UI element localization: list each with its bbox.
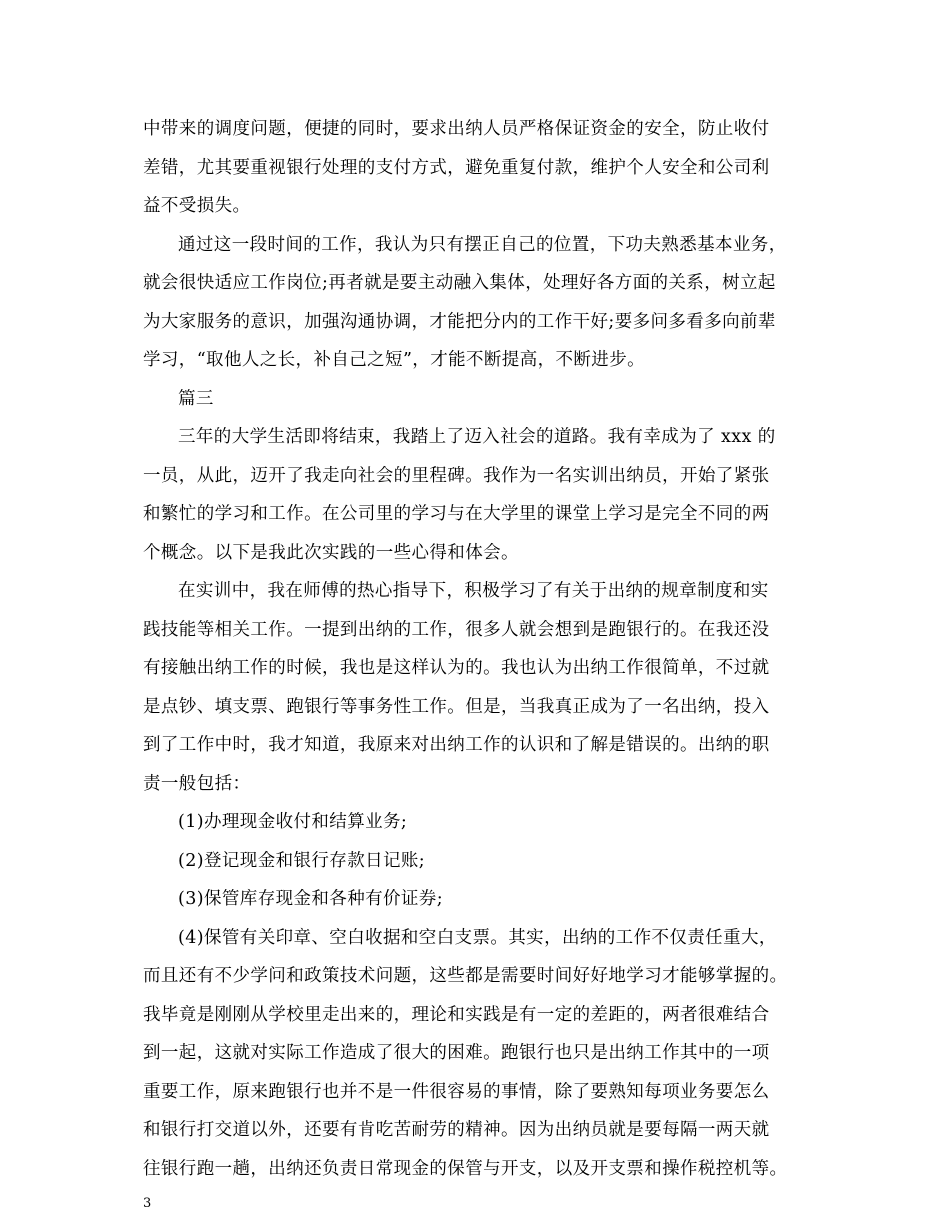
text-line: 为大家服务的意识，加强沟通协调，才能把分内的工作干好;要多问多看多向前辈 [143,312,776,332]
text-line: 个概念。以下是我此次实践的一些心得和体会。 [143,543,519,563]
text-line: 往银行跑一趟，出纳还负责日常现金的保管与开支，以及开支票和操作税控机等。 [143,1159,788,1179]
text-line: 有接触出纳工作的时候，我也是这样认为的。我也认为出纳工作很简单，不过就 [143,658,770,678]
text-line: 是点钞、填支票、跑银行等事务性工作。但是，当我真正成为了一名出纳，投入 [143,697,770,717]
text-line: 践技能等相关工作。一提到出纳的工作，很多人就会想到是跑银行的。在我还没 [143,620,770,640]
text-line: 和银行打交道以外，还要有肯吃苦耐劳的精神。因为出纳员就是要每隔一两天就 [143,1120,770,1140]
text-line: 重要工作，原来跑银行也并不是一件很容易的事情，除了要熟知每项业务要怎么 [143,1082,770,1102]
text-line: 到一起，这就对实际工作造成了很大的困难。跑银行也只是出纳工作其中的一项 [143,1043,770,1063]
text-line: 益不受损失。 [143,196,251,216]
list-item: (2)登记现金和银行存款日记账; [178,851,426,871]
text-line: 和繁忙的学习和工作。在公司里的学习与在大学里的课堂上学习是完全不同的两 [143,504,770,524]
text-line: 三年的大学生活即将结束，我踏上了迈入社会的道路。我有幸成为了 xxx 的 [178,427,776,447]
text-line: 学习，“取他人之长，补自己之短”，才能不断提高，不断进步。 [143,350,645,370]
list-item: (4)保管有关印章、空白收据和空白支票。其实，出纳的工作不仅责任重大， [178,928,777,948]
text-line: 而且还有不少学问和政策技术问题，这些都是需要时间好好地学习才能够掌握的。 [143,966,788,986]
text-line: 我毕竟是刚刚从学校里走出来的，理论和实践是有一定的差距的，两者很难结合 [143,1005,770,1025]
text-line: 中带来的调度问题，便捷的同时，要求出纳人员严格保证资金的安全，防止收付 [143,119,770,139]
text-line: 通过这一段时间的工作，我认为只有摆正自己的位置，下功夫熟悉基本业务， [178,235,787,255]
list-item: (3)保管库存现金和各种有价证券; [178,889,443,909]
text-line: 一员，从此，迈开了我走向社会的里程碑。我作为一名实训出纳员，开始了紧张 [143,466,770,486]
text-line: 在实训中，我在师傅的热心指导下，积极学习了有关于出纳的规章制度和实 [178,581,769,601]
text-line: 责一般包括： [143,774,251,794]
section-heading: 篇三 [178,389,214,409]
text-line: 差错，尤其要重视银行处理的支付方式，避免重复付款，维护个人安全和公司利 [143,158,770,178]
page-number: 3 [143,1196,152,1211]
text-line: 就会很快适应工作岗位;再者就是要主动融入集体，处理好各方面的关系，树立起 [143,273,776,293]
list-item: (1)办理现金收付和结算业务; [178,812,408,832]
text-line: 到了工作中时，我才知道，我原来对出纳工作的认识和了解是错误的。出纳的职 [143,735,770,755]
